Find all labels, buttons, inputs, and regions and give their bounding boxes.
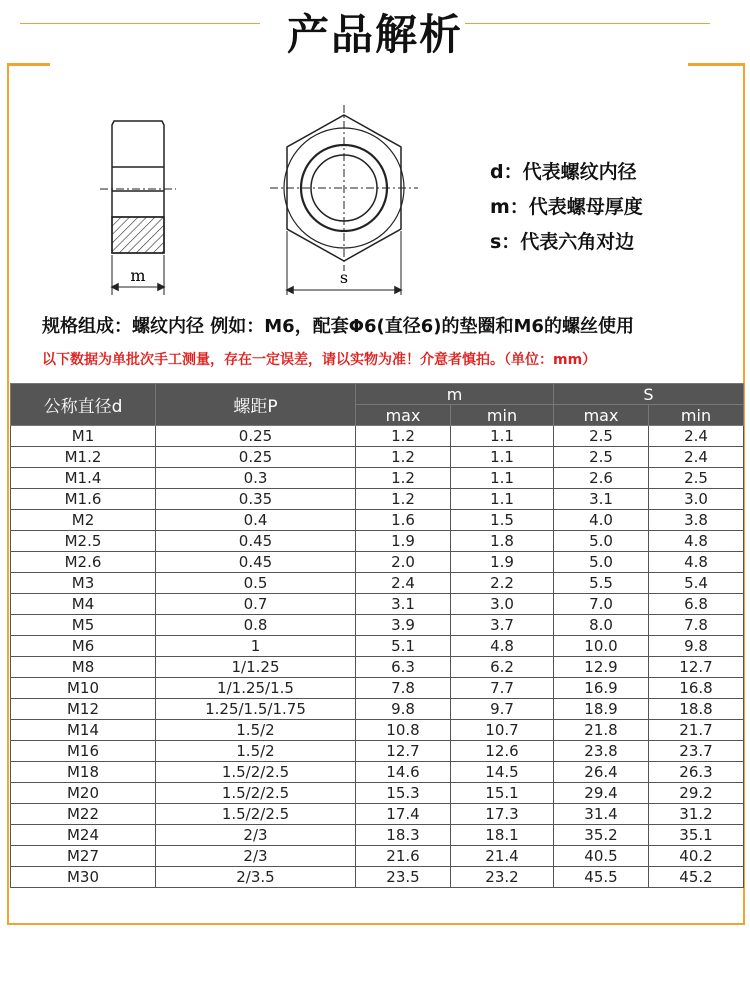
cell-s-min: 6.8 <box>649 594 744 615</box>
cell-m-max: 6.3 <box>356 657 451 678</box>
cell-s-min: 3.8 <box>649 510 744 531</box>
cell-m-min: 23.2 <box>451 867 554 888</box>
cell-pitch: 0.8 <box>156 615 356 636</box>
title-section <box>0 0 750 60</box>
cell-pitch: 0.45 <box>156 531 356 552</box>
cell-m-min: 1.9 <box>451 552 554 573</box>
cell-m-min: 1.1 <box>451 447 554 468</box>
cell-s-max: 45.5 <box>554 867 649 888</box>
cell-s-max: 35.2 <box>554 825 649 846</box>
legend-s: s：代表六角对边 <box>490 231 635 253</box>
cell-m-max: 18.3 <box>356 825 451 846</box>
cell-s-max: 5.0 <box>554 531 649 552</box>
table-row <box>11 825 744 846</box>
cell-pitch: 0.5 <box>156 573 356 594</box>
cell-m-min: 10.7 <box>451 720 554 741</box>
legend-d: d：代表螺纹内径 <box>490 161 637 183</box>
cell-s-max: 12.9 <box>554 657 649 678</box>
cell-s-min: 9.8 <box>649 636 744 657</box>
spec-description: 规格组成：螺纹内径 例如：M6，配套Φ6(直径6)的垫圈和M6的螺丝使用 <box>42 316 634 337</box>
cell-m-max: 12.7 <box>356 741 451 762</box>
cell-pitch: 0.45 <box>156 552 356 573</box>
table-row <box>11 594 744 615</box>
cell-m-max: 1.2 <box>356 468 451 489</box>
cell-diameter: M8 <box>11 657 156 678</box>
cell-s-min: 29.2 <box>649 783 744 804</box>
cell-pitch: 0.25 <box>156 426 356 447</box>
table-row <box>11 846 744 867</box>
cell-diameter: M12 <box>11 699 156 720</box>
cell-m-min: 1.1 <box>451 468 554 489</box>
cell-m-max: 15.3 <box>356 783 451 804</box>
cell-pitch: 1.5/2/2.5 <box>156 804 356 825</box>
cell-s-min: 4.8 <box>649 531 744 552</box>
cell-diameter: M1.4 <box>11 468 156 489</box>
cell-s-max: 2.5 <box>554 426 649 447</box>
cell-s-min: 4.8 <box>649 552 744 573</box>
cell-diameter: M3 <box>11 573 156 594</box>
cell-diameter: M4 <box>11 594 156 615</box>
cell-diameter: M2.5 <box>11 531 156 552</box>
table-row <box>11 741 744 762</box>
cell-diameter: M5 <box>11 615 156 636</box>
header-m-min: min <box>451 405 554 426</box>
size-table <box>10 383 744 888</box>
table-row <box>11 447 744 468</box>
cell-m-min: 4.8 <box>451 636 554 657</box>
cell-m-min: 7.7 <box>451 678 554 699</box>
cell-s-max: 21.8 <box>554 720 649 741</box>
cell-pitch: 0.7 <box>156 594 356 615</box>
cell-m-max: 1.2 <box>356 489 451 510</box>
cell-diameter: M27 <box>11 846 156 867</box>
table-row <box>11 573 744 594</box>
table-row <box>11 531 744 552</box>
cell-s-max: 4.0 <box>554 510 649 531</box>
cell-s-min: 31.2 <box>649 804 744 825</box>
nut-front-view <box>270 105 418 295</box>
cell-m-min: 9.7 <box>451 699 554 720</box>
cell-diameter: M22 <box>11 804 156 825</box>
cell-m-max: 1.6 <box>356 510 451 531</box>
cell-s-min: 40.2 <box>649 846 744 867</box>
cell-m-min: 18.1 <box>451 825 554 846</box>
cell-s-max: 7.0 <box>554 594 649 615</box>
cell-s-max: 2.6 <box>554 468 649 489</box>
cell-m-max: 7.8 <box>356 678 451 699</box>
cell-s-max: 31.4 <box>554 804 649 825</box>
cell-pitch: 0.3 <box>156 468 356 489</box>
cell-s-max: 5.5 <box>554 573 649 594</box>
cell-s-min: 23.7 <box>649 741 744 762</box>
cell-m-max: 1.9 <box>356 531 451 552</box>
cell-m-max: 21.6 <box>356 846 451 867</box>
cell-diameter: M2.6 <box>11 552 156 573</box>
cell-m-max: 1.2 <box>356 426 451 447</box>
cell-pitch: 1/1.25 <box>156 657 356 678</box>
table-row <box>11 804 744 825</box>
frame-corner-left <box>7 63 50 66</box>
cell-s-max: 16.9 <box>554 678 649 699</box>
cell-pitch: 1.5/2/2.5 <box>156 762 356 783</box>
cell-s-min: 2.5 <box>649 468 744 489</box>
cell-m-min: 21.4 <box>451 846 554 867</box>
cell-s-max: 23.8 <box>554 741 649 762</box>
table-row <box>11 678 744 699</box>
legend-m: m：代表螺母厚度 <box>490 196 643 218</box>
label-s: s <box>339 268 349 287</box>
cell-s-min: 16.8 <box>649 678 744 699</box>
cell-s-min: 45.2 <box>649 867 744 888</box>
cell-m-max: 3.9 <box>356 615 451 636</box>
cell-diameter: M18 <box>11 762 156 783</box>
cell-m-min: 2.2 <box>451 573 554 594</box>
page-title: 产品解析 <box>286 10 463 59</box>
cell-s-max: 8.0 <box>554 615 649 636</box>
cell-m-max: 3.1 <box>356 594 451 615</box>
cell-diameter: M10 <box>11 678 156 699</box>
table-row <box>11 510 744 531</box>
cell-m-max: 1.2 <box>356 447 451 468</box>
cell-diameter: M30 <box>11 867 156 888</box>
cell-s-min: 2.4 <box>649 426 744 447</box>
cell-m-min: 1.5 <box>451 510 554 531</box>
cell-m-max: 2.4 <box>356 573 451 594</box>
table-body <box>11 426 744 888</box>
hex-nut-diagram <box>90 95 420 300</box>
cell-m-min: 6.2 <box>451 657 554 678</box>
label-m: m <box>130 266 146 285</box>
table-row <box>11 720 744 741</box>
table-row <box>11 657 744 678</box>
cell-s-max: 18.9 <box>554 699 649 720</box>
header-pitch: 螺距P <box>156 384 356 426</box>
cell-s-min: 26.3 <box>649 762 744 783</box>
table-row <box>11 867 744 888</box>
cell-pitch: 2/3 <box>156 825 356 846</box>
cell-m-min: 1.1 <box>451 426 554 447</box>
cell-s-max: 26.4 <box>554 762 649 783</box>
table-row <box>11 489 744 510</box>
cell-m-min: 17.3 <box>451 804 554 825</box>
cell-m-max: 14.6 <box>356 762 451 783</box>
cell-s-max: 29.4 <box>554 783 649 804</box>
cell-diameter: M20 <box>11 783 156 804</box>
cell-m-min: 3.7 <box>451 615 554 636</box>
cell-pitch: 1/1.25/1.5 <box>156 678 356 699</box>
cell-s-min: 2.4 <box>649 447 744 468</box>
cell-s-max: 10.0 <box>554 636 649 657</box>
cell-pitch: 1.5/2 <box>156 720 356 741</box>
cell-m-min: 15.1 <box>451 783 554 804</box>
cell-diameter: M24 <box>11 825 156 846</box>
cell-m-max: 17.4 <box>356 804 451 825</box>
cell-s-max: 2.5 <box>554 447 649 468</box>
header-m-max: max <box>356 405 451 426</box>
cell-s-min: 21.7 <box>649 720 744 741</box>
cell-s-min: 5.4 <box>649 573 744 594</box>
table-row <box>11 552 744 573</box>
cell-diameter: M1.2 <box>11 447 156 468</box>
header-diameter: 公称直径d <box>11 384 156 426</box>
frame-corner-right <box>688 63 743 66</box>
cell-m-max: 2.0 <box>356 552 451 573</box>
cell-s-min: 12.7 <box>649 657 744 678</box>
cell-pitch: 0.25 <box>156 447 356 468</box>
measurement-note: 以下数据为单批次手工测量，存在一定误差，请以实物为准！介意者慎拍。（单位：mm） <box>42 352 597 368</box>
cell-diameter: M6 <box>11 636 156 657</box>
dimension-legend <box>490 155 643 260</box>
cell-diameter: M1.6 <box>11 489 156 510</box>
cell-s-min: 35.1 <box>649 825 744 846</box>
table-row <box>11 468 744 489</box>
cell-m-max: 5.1 <box>356 636 451 657</box>
cell-pitch: 2/3 <box>156 846 356 867</box>
cell-pitch: 0.35 <box>156 489 356 510</box>
cell-m-min: 12.6 <box>451 741 554 762</box>
cell-diameter: M1 <box>11 426 156 447</box>
cell-s-max: 3.1 <box>554 489 649 510</box>
cell-pitch: 1.5/2/2.5 <box>156 783 356 804</box>
cell-diameter: M16 <box>11 741 156 762</box>
cell-m-max: 10.8 <box>356 720 451 741</box>
cell-m-min: 14.5 <box>451 762 554 783</box>
header-s: S <box>554 384 744 405</box>
cell-pitch: 2/3.5 <box>156 867 356 888</box>
cell-diameter: M2 <box>11 510 156 531</box>
cell-m-min: 3.0 <box>451 594 554 615</box>
cell-pitch: 1.5/2 <box>156 741 356 762</box>
table-row <box>11 783 744 804</box>
cell-pitch: 0.4 <box>156 510 356 531</box>
cell-m-min: 1.1 <box>451 489 554 510</box>
table-row <box>11 699 744 720</box>
cell-pitch: 1.25/1.5/1.75 <box>156 699 356 720</box>
cell-diameter: M14 <box>11 720 156 741</box>
table-row <box>11 615 744 636</box>
cell-m-min: 1.8 <box>451 531 554 552</box>
cell-s-min: 18.8 <box>649 699 744 720</box>
cell-m-max: 9.8 <box>356 699 451 720</box>
cell-s-max: 5.0 <box>554 552 649 573</box>
table-row <box>11 762 744 783</box>
cell-m-max: 23.5 <box>356 867 451 888</box>
cell-s-min: 7.8 <box>649 615 744 636</box>
header-s-min: min <box>649 405 744 426</box>
cell-pitch: 1 <box>156 636 356 657</box>
header-m: m <box>356 384 554 405</box>
cell-s-min: 3.0 <box>649 489 744 510</box>
header-s-max: max <box>554 405 649 426</box>
table-row <box>11 426 744 447</box>
cell-s-max: 40.5 <box>554 846 649 867</box>
table-row <box>11 636 744 657</box>
